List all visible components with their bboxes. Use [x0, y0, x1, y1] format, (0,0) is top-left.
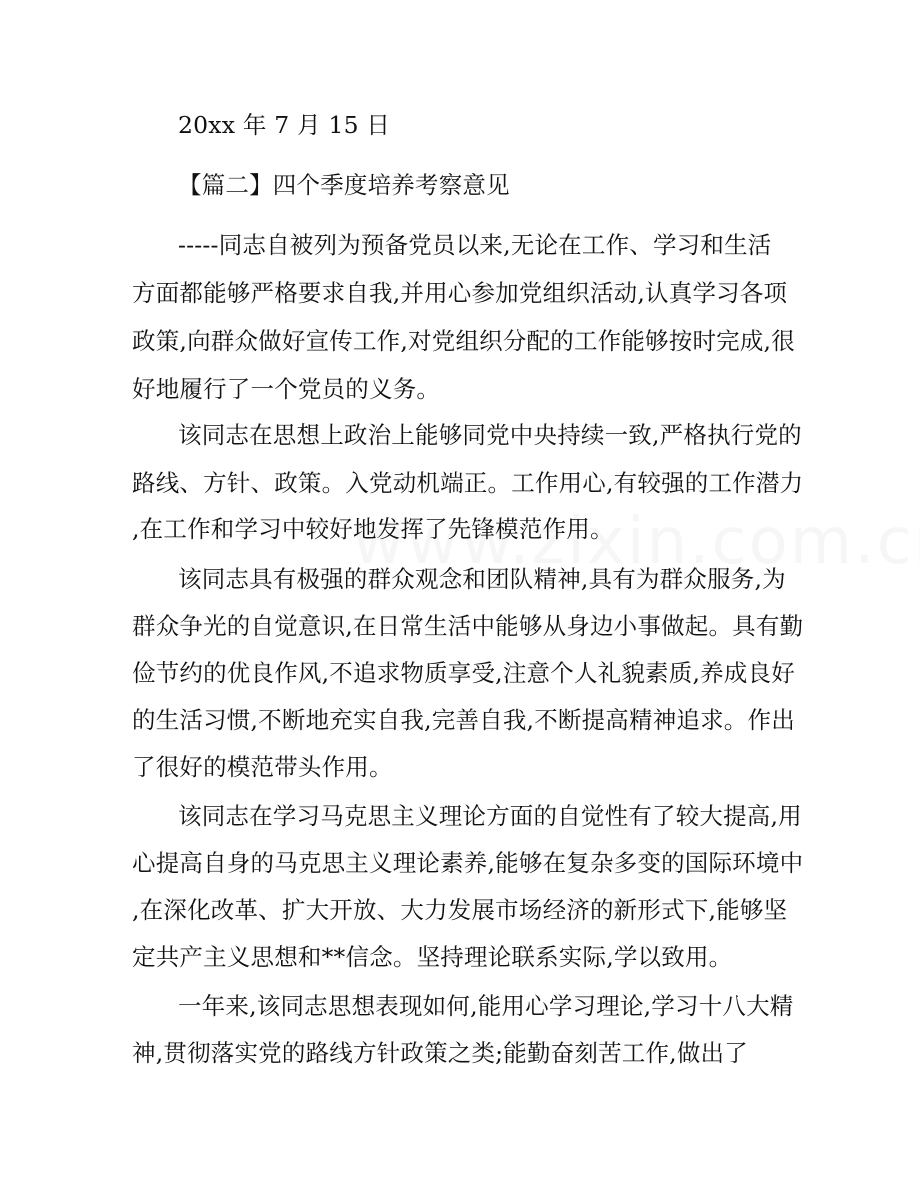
- paragraph-1-line-3: 政策,向群众做好宣传工作,对党组织分配的工作能够按时完成,很: [132, 327, 795, 355]
- document-date: 20xx 年 7 月 15 日: [178, 111, 391, 139]
- paragraph-3-line-1: 该同志具有极强的群众观念和团队精神,具有为群众服务,为: [178, 565, 786, 593]
- paragraph-1-line-2: 方面都能够严格要求自我,并用心参加党组织活动,认真学习各项: [132, 279, 788, 307]
- paragraph-4-line-4: 定共产主义思想和**信念。坚持理论联系实际,学以致用。: [132, 943, 733, 971]
- paragraph-3-line-3: 俭节约的优良作风,不追求物质享受,注意个人礼貌素质,养成良好: [132, 659, 795, 687]
- paragraph-5-line-2: 神,贯彻落实党的路线方针政策之类;能勤奋刻苦工作,做出了: [132, 1039, 748, 1067]
- section-title: 【篇二】四个季度培养考察意见: [178, 171, 510, 199]
- paragraph-4-line-1: 该同志在学习马克思主义理论方面的自觉性有了较大提高,用: [178, 802, 802, 830]
- paragraph-1-line-1: -----同志自被列为预备党员以来,无论在工作、学习和生活: [178, 231, 772, 259]
- paragraph-4-line-3: ,在深化改革、扩大开放、大力发展市场经济的新形式下,能够坚: [132, 896, 788, 924]
- paragraph-1-line-4: 好地履行了一个党员的义务。: [132, 375, 441, 403]
- paragraph-2-line-1: 该同志在思想上政治上能够同党中央持续一致,严格执行党的: [178, 421, 802, 449]
- paragraph-2-line-3: ,在工作和学习中较好地发挥了先锋模范作用。: [132, 515, 614, 543]
- paragraph-3-line-4: 的生活习惯,不断地充实自我,完善自我,不断提高精神追求。作出: [132, 706, 795, 734]
- paragraph-3-line-5: 了很好的模范带头作用。: [132, 753, 393, 781]
- paragraph-4-line-2: 心提高自身的马克思主义理论素养,能够在复杂多变的国际环境中: [132, 849, 804, 877]
- paragraph-5-line-1: 一年来,该同志思想表现如何,能用心学习理论,学习十八大精: [178, 992, 794, 1020]
- paragraph-3-line-2: 群众争光的自觉意识,在日常生活中能够从身边小事做起。具有勤: [132, 612, 804, 640]
- paragraph-2-line-2: 路线、方针、政策。入党动机端正。工作用心,有较强的工作潜力: [132, 469, 804, 497]
